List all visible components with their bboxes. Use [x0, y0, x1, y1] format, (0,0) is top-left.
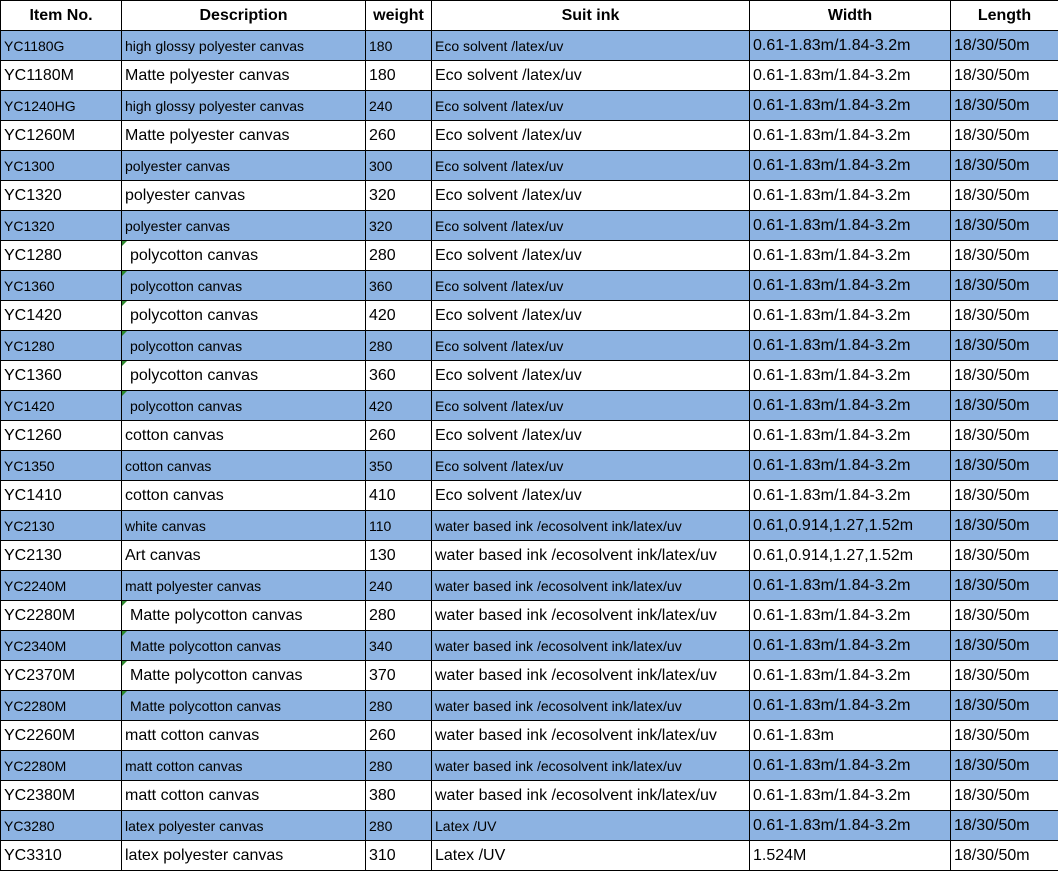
table-row — [1, 91, 1058, 121]
cell-item-no[interactable]: YC2370M — [1, 661, 122, 691]
cell-suit-ink[interactable]: Eco solvent /latex/uv — [432, 121, 750, 151]
cell-description[interactable]: Art canvas — [122, 541, 366, 571]
cell-length[interactable]: 18/30/50m — [951, 841, 1058, 871]
cell-description[interactable] — [122, 361, 366, 391]
cell-description[interactable] — [122, 661, 366, 691]
table-row — [1, 31, 1058, 61]
table-row — [1, 391, 1058, 421]
cell-length[interactable]: 18/30/50m — [951, 301, 1058, 331]
cell-weight[interactable]: 110 — [366, 511, 432, 541]
cell-length[interactable]: 18/30/50m — [951, 331, 1058, 361]
description-text: Matte polycotton canvas — [130, 637, 281, 654]
cell-item-no[interactable]: YC2240M — [1, 571, 122, 601]
cell-width[interactable]: 0.61-1.83m/1.84-3.2m — [750, 61, 951, 91]
cell-item-no[interactable]: YC1420 — [1, 391, 122, 421]
cell-description[interactable]: high glossy polyester canvas — [122, 31, 366, 61]
cell-weight[interactable]: 280 — [366, 241, 432, 271]
cell-suit-ink[interactable]: water based ink /ecosolvent ink/latex/uv — [432, 781, 750, 811]
cell-weight[interactable]: 130 — [366, 541, 432, 571]
cell-weight[interactable]: 370 — [366, 661, 432, 691]
table-row — [1, 661, 1058, 691]
cell-length[interactable]: 18/30/50m — [951, 571, 1058, 601]
cell-description[interactable]: polyester canvas — [122, 151, 366, 181]
cell-description[interactable] — [122, 241, 366, 271]
cell-width[interactable]: 0.61-1.83m/1.84-3.2m — [750, 181, 951, 211]
cell-weight[interactable]: 350 — [366, 451, 432, 481]
comment-marker-icon — [122, 601, 127, 606]
cell-width[interactable]: 0.61-1.83m/1.84-3.2m — [750, 361, 951, 391]
cell-suit-ink[interactable]: Eco solvent /latex/uv — [432, 331, 750, 361]
cell-description[interactable]: polyester canvas — [122, 211, 366, 241]
cell-length[interactable]: 18/30/50m — [951, 811, 1058, 841]
cell-item-no[interactable]: YC2380M — [1, 781, 122, 811]
cell-width[interactable]: 0.61-1.83m — [750, 721, 951, 751]
table-row — [1, 271, 1058, 301]
cell-length[interactable]: 18/30/50m — [951, 451, 1058, 481]
cell-width[interactable]: 0.61-1.83m/1.84-3.2m — [750, 421, 951, 451]
header-row — [1, 1, 1058, 31]
cell-width[interactable]: 0.61-1.83m/1.84-3.2m — [750, 301, 951, 331]
description-text: polycotton canvas — [130, 337, 243, 354]
table-row — [1, 721, 1058, 751]
cell-length[interactable]: 18/30/50m — [951, 421, 1058, 451]
cell-item-no[interactable]: YC1410 — [1, 481, 122, 511]
cell-item-no[interactable]: YC2260M — [1, 721, 122, 751]
cell-length[interactable]: 18/30/50m — [951, 91, 1058, 121]
cell-description[interactable] — [122, 301, 366, 331]
cell-width[interactable]: 0.61-1.83m/1.84-3.2m — [750, 121, 951, 151]
cell-width[interactable]: 0.61-1.83m/1.84-3.2m — [750, 601, 951, 631]
table-row — [1, 781, 1058, 811]
description-text: Matte polycotton canvas — [130, 666, 303, 684]
cell-suit-ink[interactable]: Eco solvent /latex/uv — [432, 241, 750, 271]
cell-suit-ink[interactable]: water based ink /ecosolvent ink/latex/uv — [432, 661, 750, 691]
cell-item-no[interactable]: YC2280M — [1, 751, 122, 781]
cell-width[interactable]: 0.61-1.83m/1.84-3.2m — [750, 811, 951, 841]
table-row — [1, 421, 1058, 451]
comment-marker-icon — [122, 631, 127, 636]
cell-item-no[interactable]: YC2130 — [1, 541, 122, 571]
cell-weight[interactable]: 310 — [366, 841, 432, 871]
cell-width[interactable]: 0.61-1.83m/1.84-3.2m — [750, 781, 951, 811]
cell-description[interactable]: matt cotton canvas — [122, 751, 366, 781]
header-description[interactable]: Description — [122, 1, 366, 31]
cell-width[interactable]: 0.61-1.83m/1.84-3.2m — [750, 271, 951, 301]
cell-length[interactable]: 18/30/50m — [951, 391, 1058, 421]
table-row — [1, 211, 1058, 241]
cell-weight[interactable]: 360 — [366, 271, 432, 301]
description-text: polycotton canvas — [130, 366, 259, 384]
cell-width[interactable]: 0.61-1.83m/1.84-3.2m — [750, 31, 951, 61]
cell-length[interactable]: 18/30/50m — [951, 781, 1058, 811]
comment-marker-icon — [122, 241, 127, 246]
cell-description[interactable]: cotton canvas — [122, 421, 366, 451]
cell-description[interactable]: matt polyester canvas — [122, 571, 366, 601]
cell-length[interactable]: 18/30/50m — [951, 511, 1058, 541]
cell-item-no[interactable]: YC1280 — [1, 331, 122, 361]
cell-weight[interactable]: 260 — [366, 721, 432, 751]
cell-weight[interactable]: 380 — [366, 781, 432, 811]
cell-weight[interactable]: 340 — [366, 631, 432, 661]
table-row — [1, 571, 1058, 601]
cell-suit-ink[interactable]: Eco solvent /latex/uv — [432, 31, 750, 61]
cell-weight[interactable]: 420 — [366, 391, 432, 421]
cell-length[interactable]: 18/30/50m — [951, 751, 1058, 781]
description-text: Matte polycotton canvas — [130, 606, 303, 624]
cell-suit-ink[interactable]: Eco solvent /latex/uv — [432, 181, 750, 211]
cell-item-no[interactable]: YC3310 — [1, 841, 122, 871]
cell-suit-ink[interactable]: water based ink /ecosolvent ink/latex/uv — [432, 631, 750, 661]
cell-suit-ink[interactable]: Eco solvent /latex/uv — [432, 391, 750, 421]
cell-length[interactable]: 18/30/50m — [951, 271, 1058, 301]
cell-suit-ink[interactable]: Eco solvent /latex/uv — [432, 361, 750, 391]
cell-length[interactable]: 18/30/50m — [951, 211, 1058, 241]
table-row — [1, 481, 1058, 511]
cell-description[interactable]: latex polyester canvas — [122, 841, 366, 871]
cell-suit-ink[interactable]: water based ink /ecosolvent ink/latex/uv — [432, 511, 750, 541]
table-row — [1, 61, 1058, 91]
cell-description[interactable]: Matte polyester canvas — [122, 61, 366, 91]
cell-item-no[interactable]: YC1320 — [1, 211, 122, 241]
cell-weight[interactable]: 320 — [366, 181, 432, 211]
cell-suit-ink[interactable]: Eco solvent /latex/uv — [432, 301, 750, 331]
cell-length[interactable]: 18/30/50m — [951, 31, 1058, 61]
header-width[interactable]: Width — [750, 1, 951, 31]
cell-weight[interactable]: 280 — [366, 331, 432, 361]
cell-width[interactable]: 0.61-1.83m/1.84-3.2m — [750, 391, 951, 421]
cell-weight[interactable]: 180 — [366, 61, 432, 91]
comment-marker-icon — [122, 691, 127, 696]
cell-suit-ink[interactable]: Eco solvent /latex/uv — [432, 61, 750, 91]
cell-width[interactable]: 0.61-1.83m/1.84-3.2m — [750, 451, 951, 481]
cell-width[interactable]: 0.61-1.83m/1.84-3.2m — [750, 661, 951, 691]
cell-width[interactable]: 1.524M — [750, 841, 951, 871]
cell-item-no[interactable]: YC1300 — [1, 151, 122, 181]
cell-width[interactable]: 0.61-1.83m/1.84-3.2m — [750, 211, 951, 241]
cell-item-no[interactable]: YC2280M — [1, 691, 122, 721]
comment-marker-icon — [122, 661, 127, 666]
table-row — [1, 241, 1058, 271]
cell-length[interactable]: 18/30/50m — [951, 361, 1058, 391]
cell-suit-ink[interactable]: water based ink /ecosolvent ink/latex/uv — [432, 721, 750, 751]
cell-description[interactable] — [122, 691, 366, 721]
cell-weight[interactable]: 260 — [366, 421, 432, 451]
cell-suit-ink[interactable]: Eco solvent /latex/uv — [432, 211, 750, 241]
cell-weight[interactable]: 280 — [366, 691, 432, 721]
cell-weight[interactable]: 360 — [366, 361, 432, 391]
cell-description[interactable]: cotton canvas — [122, 481, 366, 511]
table-row — [1, 121, 1058, 151]
cell-length[interactable]: 18/30/50m — [951, 151, 1058, 181]
comment-marker-icon — [122, 391, 127, 396]
description-text: polycotton canvas — [130, 277, 243, 294]
comment-marker-icon — [122, 301, 127, 306]
cell-length[interactable]: 18/30/50m — [951, 721, 1058, 751]
table-row — [1, 361, 1058, 391]
table-row — [1, 751, 1058, 781]
cell-weight[interactable]: 260 — [366, 121, 432, 151]
cell-width[interactable]: 0.61-1.83m/1.84-3.2m — [750, 631, 951, 661]
comment-marker-icon — [122, 271, 127, 276]
cell-length[interactable]: 18/30/50m — [951, 691, 1058, 721]
cell-item-no[interactable]: YC1180M — [1, 61, 122, 91]
cell-width[interactable]: 0.61-1.83m/1.84-3.2m — [750, 151, 951, 181]
cell-suit-ink[interactable]: water based ink /ecosolvent ink/latex/uv — [432, 751, 750, 781]
cell-length[interactable]: 18/30/50m — [951, 661, 1058, 691]
table-row — [1, 301, 1058, 331]
cell-item-no[interactable]: YC1260M — [1, 121, 122, 151]
header-suit-ink[interactable]: Suit ink — [432, 1, 750, 31]
cell-description[interactable]: white canvas — [122, 511, 366, 541]
cell-width[interactable]: 0.61-1.83m/1.84-3.2m — [750, 331, 951, 361]
table-row — [1, 631, 1058, 661]
header-item-no[interactable]: Item No. — [1, 1, 122, 31]
cell-item-no[interactable]: YC1240HG — [1, 91, 122, 121]
cell-suit-ink[interactable]: Latex /UV — [432, 841, 750, 871]
cell-suit-ink[interactable]: Eco solvent /latex/uv — [432, 481, 750, 511]
cell-description[interactable]: high glossy polyester canvas — [122, 91, 366, 121]
cell-suit-ink[interactable]: Eco solvent /latex/uv — [432, 91, 750, 121]
description-text: polycotton canvas — [130, 306, 259, 324]
header-weight[interactable]: weight — [366, 1, 432, 31]
cell-item-no[interactable]: YC1360 — [1, 271, 122, 301]
cell-item-no[interactable]: YC1280 — [1, 241, 122, 271]
cell-suit-ink[interactable]: water based ink /ecosolvent ink/latex/uv — [432, 601, 750, 631]
cell-length[interactable]: 18/30/50m — [951, 121, 1058, 151]
description-text: polycotton canvas — [130, 246, 259, 264]
cell-description[interactable]: matt cotton canvas — [122, 721, 366, 751]
cell-width[interactable]: 0.61-1.83m/1.84-3.2m — [750, 691, 951, 721]
table-row — [1, 151, 1058, 181]
cell-suit-ink[interactable]: Eco solvent /latex/uv — [432, 451, 750, 481]
cell-weight[interactable]: 240 — [366, 571, 432, 601]
cell-width[interactable]: 0.61,0.914,1.27,1.52m — [750, 541, 951, 571]
cell-width[interactable]: 0.61-1.83m/1.84-3.2m — [750, 571, 951, 601]
cell-description[interactable]: cotton canvas — [122, 451, 366, 481]
cell-weight[interactable]: 300 — [366, 151, 432, 181]
cell-weight[interactable]: 420 — [366, 301, 432, 331]
table-row — [1, 841, 1058, 871]
cell-suit-ink[interactable]: Latex /UV — [432, 811, 750, 841]
cell-length[interactable]: 18/30/50m — [951, 181, 1058, 211]
cell-description[interactable] — [122, 271, 366, 301]
cell-description[interactable]: matt cotton canvas — [122, 781, 366, 811]
cell-length[interactable]: 18/30/50m — [951, 241, 1058, 271]
cell-suit-ink[interactable]: Eco solvent /latex/uv — [432, 271, 750, 301]
description-text: Matte polycotton canvas — [130, 697, 281, 714]
cell-suit-ink[interactable]: water based ink /ecosolvent ink/latex/uv — [432, 571, 750, 601]
cell-width[interactable]: 0.61-1.83m/1.84-3.2m — [750, 91, 951, 121]
comment-marker-icon — [122, 331, 127, 336]
cell-length[interactable]: 18/30/50m — [951, 631, 1058, 661]
header-length[interactable]: Length — [951, 1, 1058, 31]
cell-item-no[interactable]: YC1360 — [1, 361, 122, 391]
cell-description[interactable] — [122, 331, 366, 361]
table-row — [1, 811, 1058, 841]
cell-description[interactable] — [122, 631, 366, 661]
cell-item-no[interactable]: YC2280M — [1, 601, 122, 631]
cell-suit-ink[interactable]: water based ink /ecosolvent ink/latex/uv — [432, 541, 750, 571]
cell-weight[interactable]: 240 — [366, 91, 432, 121]
cell-item-no[interactable]: YC1320 — [1, 181, 122, 211]
cell-item-no[interactable]: YC3280 — [1, 811, 122, 841]
table-row — [1, 541, 1058, 571]
cell-weight[interactable]: 410 — [366, 481, 432, 511]
table-body — [1, 31, 1058, 871]
cell-width[interactable]: 0.61-1.83m/1.84-3.2m — [750, 241, 951, 271]
cell-description[interactable]: Matte polyester canvas — [122, 121, 366, 151]
cell-description[interactable]: latex polyester canvas — [122, 811, 366, 841]
cell-weight[interactable]: 280 — [366, 601, 432, 631]
cell-suit-ink[interactable]: Eco solvent /latex/uv — [432, 151, 750, 181]
description-text: polycotton canvas — [130, 397, 243, 414]
cell-item-no[interactable]: YC1260 — [1, 421, 122, 451]
cell-width[interactable]: 0.61-1.83m/1.84-3.2m — [750, 481, 951, 511]
cell-description[interactable] — [122, 391, 366, 421]
table-row — [1, 511, 1058, 541]
cell-weight[interactable]: 180 — [366, 31, 432, 61]
cell-length[interactable]: 18/30/50m — [951, 601, 1058, 631]
cell-weight[interactable]: 320 — [366, 211, 432, 241]
cell-suit-ink[interactable]: Eco solvent /latex/uv — [432, 421, 750, 451]
cell-length[interactable]: 18/30/50m — [951, 541, 1058, 571]
cell-width[interactable]: 0.61,0.914,1.27,1.52m — [750, 511, 951, 541]
cell-item-no[interactable]: YC1420 — [1, 301, 122, 331]
table-row — [1, 691, 1058, 721]
cell-width[interactable]: 0.61-1.83m/1.84-3.2m — [750, 751, 951, 781]
cell-item-no[interactable]: YC2130 — [1, 511, 122, 541]
cell-length[interactable]: 18/30/50m — [951, 61, 1058, 91]
cell-item-no[interactable]: YC1180G — [1, 31, 122, 61]
comment-marker-icon — [122, 361, 127, 366]
table-row — [1, 451, 1058, 481]
cell-description[interactable] — [122, 601, 366, 631]
cell-suit-ink[interactable]: water based ink /ecosolvent ink/latex/uv — [432, 691, 750, 721]
cell-length[interactable]: 18/30/50m — [951, 481, 1058, 511]
table-row — [1, 181, 1058, 211]
cell-weight[interactable]: 280 — [366, 811, 432, 841]
cell-item-no[interactable]: YC2340M — [1, 631, 122, 661]
cell-description[interactable]: polyester canvas — [122, 181, 366, 211]
table-row — [1, 331, 1058, 361]
cell-weight[interactable]: 280 — [366, 751, 432, 781]
cell-item-no[interactable]: YC1350 — [1, 451, 122, 481]
table-row — [1, 601, 1058, 631]
